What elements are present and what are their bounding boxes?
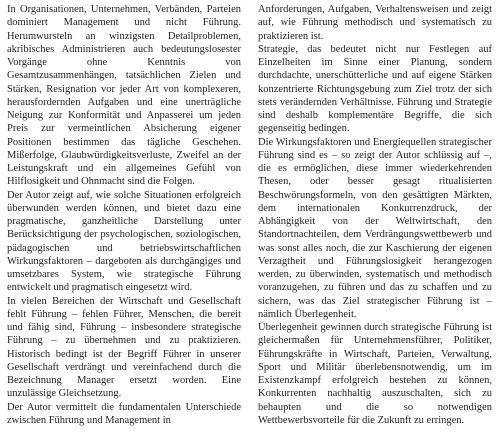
paragraph: Überlegenheit gewinnen durch strategische Führung ist gleichermaßen für Unternehmensführer, Politiker, Führungskräfte in Wirtschaft, Parteien, Verwaltung, Sport und Militär überlebensnotwendig, um im Existenzkampf erfolgreich bestehen zu können, Konkurrenten nachhaltig auszuschalten, sich zu behaupten und die so notwendigen Wettbewerbsvorteile für die Zukunft zu erringen. [258, 322, 492, 426]
paragraph: Der Autor vermittelt die fundamentalen Unterschiede zwischen Führung und Management in [7, 401, 241, 426]
text-column-left [7, 3, 241, 427]
paragraph: Anforderungen, Aufgaben, Verhaltensweisen und zeigt auf, wie Führung methodisch und systematisch zu praktizieren ist. [258, 4, 492, 42]
paragraph: In Organisationen, Unternehmen, Verbänden, Parteien dominiert Management und nicht Führung. Herumwursteln an winzigsten Detailproblemen, akribisches Administrieren auch bedeutungslosester Vorgänge ohne Kenntnis von Gesamtzusammenhängen, tatsächlichen Zielen und Stärken, Resignation vor jeder Art von komplexeren, herausfordernden Aufgaben und eine unerträgliche Neigung zur Konformität und Anpasserei um jeden Preis zur vermeintlichen Absicherung eigener Positionen bestimmen das tägliche Geschehen. Mißerfolge, Glaubwürdigkeitsverluste, Zweifel an der Leistungskraft und ein allgemeines Gefühl von Hilflosigkeit und Ohnmacht sind die Folgen. [7, 4, 241, 188]
paragraph: Strategie, das bedeutet nicht nur Festlegen auf Einzelheiten im Sinne einer Planung, sondern durchdachte, unerschütterliche und auf eigene Stärken konzentrierte Richtungsgebung zum Ziel trotz der sich stets verändernden Verhältnisse. Führung und Strategie sind deshalb komplementäre Begriffe, die sich gegenseitig bedingen. [258, 43, 492, 135]
paragraph: Die Wirkungsfaktoren und Energiequellen strategischer Führung sind es – so zeigt der Autor schlüssig auf –, die es ermöglichen, diese immer wiederkehrenden Thesen, oder besser gesagt ritualisierten Beschwörungsformeln, von den gesättigten Märkten, dem internationalen Konkurrenzdruck, der Abhängigkeit von der Weltwirtschaft, den Standortnachteilen, dem Verdrängungswettbewerb und was sonst alles noch, die zur Kaschierung der eigenen Verzagtheit und Führungslosigkeit herangezogen werden, zu überwinden, systematisch und methodisch voranzugehen, zu führen und das zu schaffen und zu sichern, was das Ziel strategischer Führung ist – nämlich Überlegenheit. [258, 136, 492, 320]
paragraph: Der Autor zeigt auf, wie solche Situationen erfolgreich überwunden werden können, und bietet dazu eine pragmatische, ganzheitliche Darstellung unter Berücksichtigung der psychologischen, soziologischen, pädagogischen und betriebswirtschaftlichen Wirkungsfaktoren – dargeboten als durchgängiges und umsetzbares System, wie strategische Führung entwickelt und pragmatisch eingesetzt wird. [7, 189, 241, 294]
paragraph: In vielen Bereichen der Wirtschaft und Gesellschaft fehlt Führung – fehlen Führer, Menschen, die bereit und fähig sind, Führung – insbesondere strategische Führung – zu übernehmen und zu praktizieren. Historisch bedingt ist der Begriff Führer in unserer Gesellschaft verdrängt und vereinfachend durch die Bezeichnung Manager ersetzt worden. Eine unzulässige Gleichsetzung. [7, 295, 241, 400]
text-column-right [258, 3, 492, 427]
